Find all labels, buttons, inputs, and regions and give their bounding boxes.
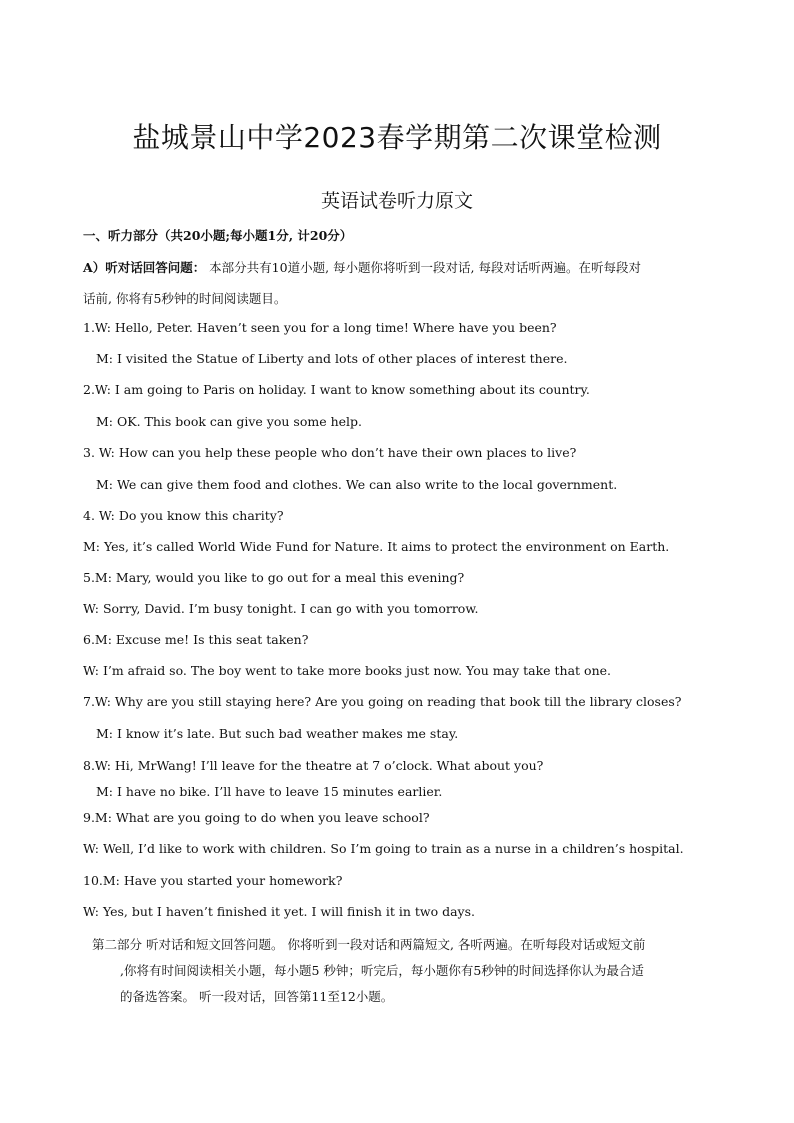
- dialogue-line: W: Well, I’d like to work with children. So I’m going to train as a nurse in a children’s hospital.: [83, 841, 684, 856]
- dialogue-line: 1.W: Hello, Peter. Haven’t seen you for a long time! Where have you been?: [83, 320, 557, 335]
- dialogue-line: M: I know it’s late. But such bad weather makes me stay.: [96, 726, 459, 741]
- dialogue-line: 7.W: Why are you still staying here? Are you going on reading that book till the library closes?: [83, 694, 682, 709]
- section-two-instructions: [92, 932, 712, 1010]
- page-title: 盐城景山中学2023春学期第二次课堂检测: [132, 121, 662, 154]
- dialogue-line: 3. W: How can you help these people who don’t have their own places to live?: [83, 445, 577, 460]
- section-one-heading: 一、听力部分（共20小题;每小题1分, 计20分）: [83, 228, 353, 243]
- section-two-line-2: ,你将有时间阅读相关小题，每小题5 秒钟；听完后，每小题你有5秒钟的时间选择你认为最合适: [120, 963, 644, 978]
- dialogue-line: M: I have no bike. I’ll have to leave 15 minutes earlier.: [96, 784, 443, 799]
- dialogue-line: 5.M: Mary, would you like to go out for a meal this evening?: [83, 570, 465, 585]
- dialogue-line: M: We can give them food and clothes. We can also write to the local government.: [96, 477, 618, 492]
- dialogue-line: 9.M: What are you going to do when you leave school?: [83, 810, 430, 825]
- section-two-line-3: 的备选答案。 听一段对话，回答第11至12小题。: [120, 989, 394, 1004]
- dialogue-line: 2.W: I am going to Paris on holiday. I want to know something about its country.: [83, 382, 590, 397]
- dialogue-line: M: OK. This book can give you some help.: [96, 414, 362, 429]
- section-two-line-1: 第二部分 听对话和短文回答问题。 你将听到一段对话和两篇短文, 各听两遍。在听每段对话或短文前: [92, 937, 646, 952]
- part-a-instructions: [83, 252, 723, 314]
- dialogue-line: W: I’m afraid so. The boy went to take more books just now. You may take that one.: [83, 663, 612, 678]
- dialogue-line: W: Sorry, David. I’m busy tonight. I can go with you tomorrow.: [83, 601, 479, 616]
- page-subtitle: 英语试卷听力原文: [320, 190, 473, 212]
- part-a-text-2: 话前, 你将有5秒钟的时间阅读题目。: [83, 291, 287, 306]
- dialogue-line: W: Yes, but I haven’t finished it yet. I will finish it in two days.: [83, 904, 476, 919]
- dialogue-line: M: I visited the Statue of Liberty and lots of other places of interest there.: [96, 351, 568, 366]
- dialogue-line: 8.W: Hi, MrWang! I’ll leave for the theatre at 7 o’clock. What about you?: [83, 758, 544, 773]
- part-a-text-1: 本部分共有10道小题, 每小题你将听到一段对话, 每段对话听两遍。在听每段对: [205, 260, 641, 275]
- dialogue-line: 10.M: Have you started your homework?: [83, 873, 343, 888]
- dialogue-line: 6.M: Excuse me! Is this seat taken?: [83, 632, 309, 647]
- dialogue-line: M: Yes, it’s called World Wide Fund for Nature. It aims to protect the environment on Earth.: [83, 539, 670, 554]
- dialogue-line: 4. W: Do you know this charity?: [83, 508, 284, 523]
- part-a-label: A）听对话回答问题：: [83, 260, 206, 275]
